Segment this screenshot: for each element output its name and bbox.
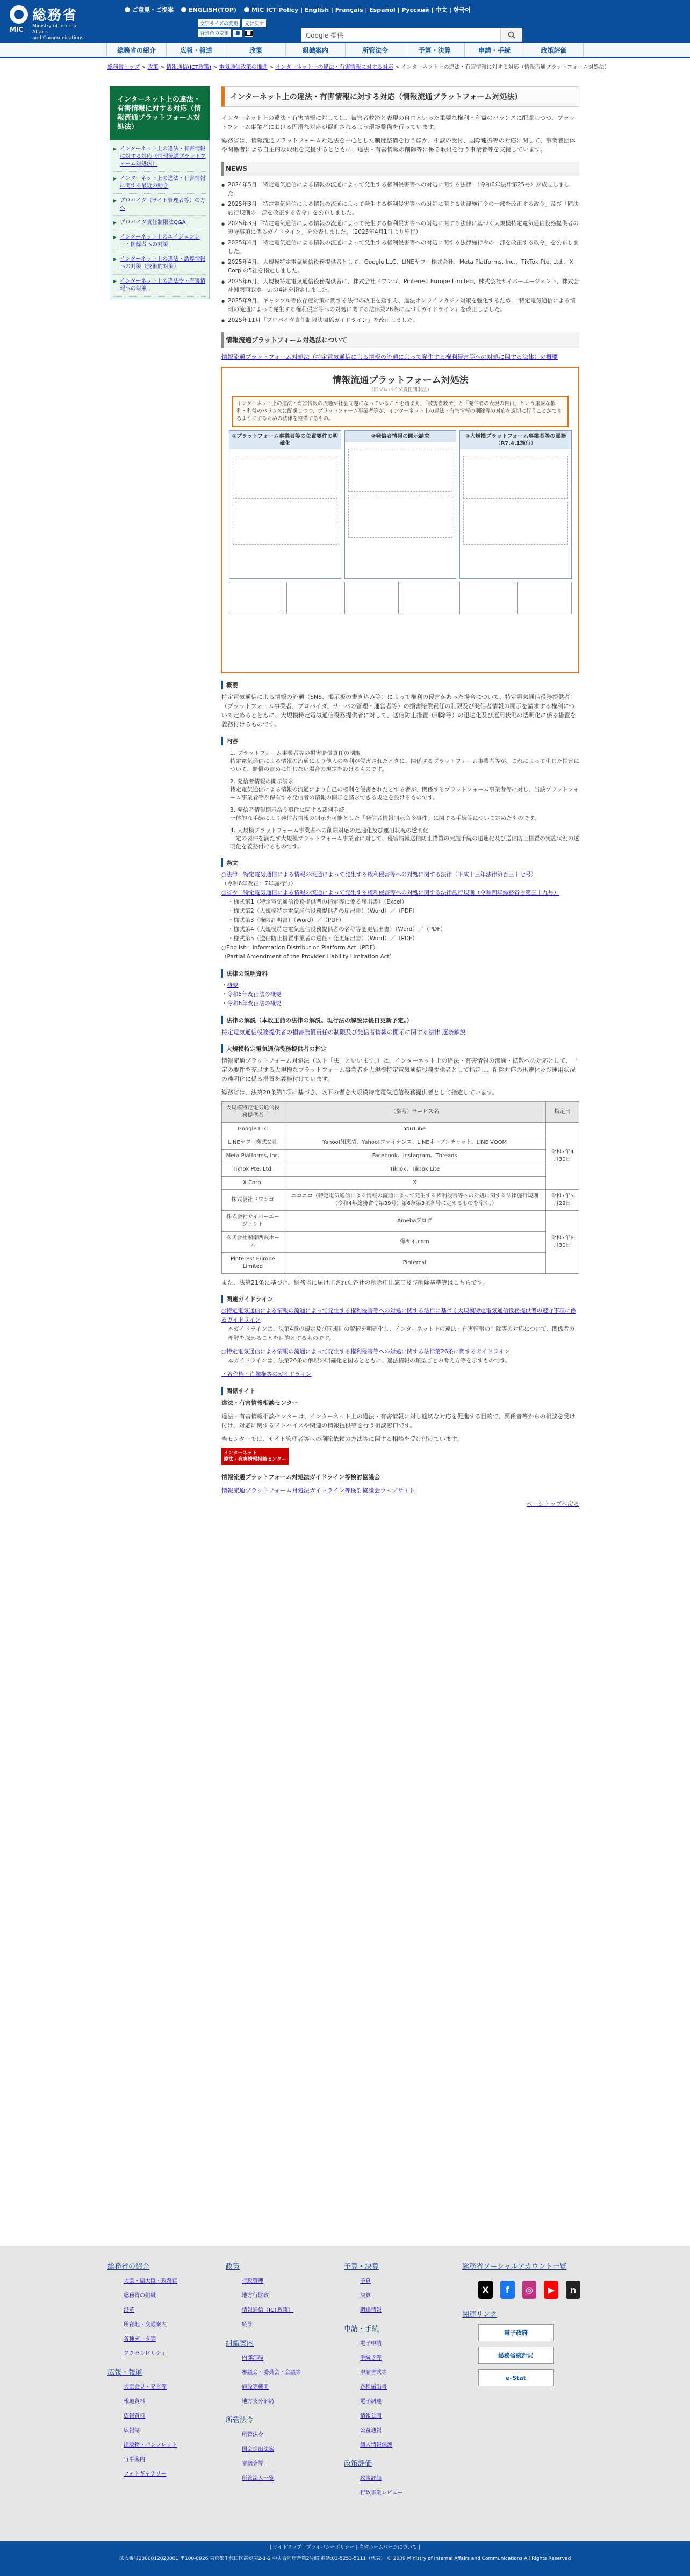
table-cell: LINEヤフー株式会社 [222, 1136, 284, 1150]
footer-link[interactable]: 調達情報 [360, 2307, 382, 2313]
logo-name: 総務省 [32, 8, 78, 24]
footer-link[interactable]: 政策評価 [360, 2476, 382, 2481]
breadcrumb: 総務省トップ > 政策 > 情報通信(ICT政策) > 電気通信政策の推進 > インターネット上の違法・有害情報に対する対応 > インターネット上の違法・有害情報に対する対応（情報流通プラットフォーム対処法） [107, 64, 610, 70]
table-cell: Amebaブログ [284, 1211, 545, 1232]
main-content [221, 86, 579, 1513]
footer-heading[interactable]: 広報・報道 [107, 2369, 143, 2377]
table-cell: X [284, 1177, 545, 1190]
table-row [222, 1253, 579, 1274]
footer-bar-links[interactable]: | サイトマップ | プライバシーポリシー | 当省ホームページについて | [270, 2545, 420, 2550]
footer-link[interactable]: 所在地・交通案内 [124, 2322, 167, 2328]
related-banner[interactable]: 電子政府 [478, 2324, 554, 2341]
sidebar-list [110, 140, 210, 299]
footer-link[interactable]: フォトギャラリー [124, 2471, 167, 2477]
footer-link[interactable]: 大臣会見・発言等 [124, 2384, 167, 2390]
bg-color-swatch-white[interactable]: ■ [233, 30, 242, 37]
table-row [222, 1190, 579, 1211]
table-header: 大規模特定電気通信役務提供者 [222, 1102, 284, 1123]
footer-link[interactable]: 手続き等 [360, 2355, 382, 2361]
site-footer [0, 2246, 690, 2576]
sidebar-item[interactable]: ▶ インターネット上の違法・有害情報に対する対応（情報流通プラットフォーム対処法） [113, 142, 206, 172]
table-cell: 令和7年6月30日 [545, 1211, 579, 1274]
content-item: 4. 大規模プラットフォーム事業者への削除対応の迅速化及び運用状況の透明化 一定の要件を満たす大規模プラットフォーム事業者に対して、侵害情報送信防止措置の実施手続の迅速化及び送信防止措置の実施状況の透明化を義務付けるものです。 [230, 827, 579, 850]
sidebar-item[interactable]: ▶ インターネット上のエイジェンシー・関係者への対策 [113, 230, 206, 252]
english-note: （Partial Amendment of the Provider Liability Limitation Act） [221, 954, 396, 960]
law-note: （令和6年改正：7年施行分） [221, 881, 297, 887]
figure-intro: インターネット上の違法・有害情報の流通が社会問題になっていることを踏まえ、「被害者救済」と「発信者の表現の自由」という重要な権利・利益のバランスに配慮しつつ、プラットフォーム事業者等が、インターネット上の違法・有害情報の削除等の対応を適切に行うことができるようにするための法律を整備するもの。 [232, 396, 569, 427]
related-banner[interactable]: e-Stat [478, 2369, 554, 2386]
form-link[interactable]: ・様式第5（送信防止措置事業者の選任・変更届出書）（Word）／（PDF） [228, 935, 418, 942]
crumb-item[interactable]: 情報通信(ICT政策) [166, 64, 212, 70]
page-title: インターネット上の違法・有害情報に対する対応（情報流通プラットフォーム対処法） [221, 86, 579, 107]
section-heading: 法律の説明資料 [221, 969, 579, 978]
footer-link[interactable]: 国会提出法案 [242, 2447, 274, 2452]
footer-link[interactable]: 地方行財政 [242, 2293, 269, 2299]
footer-heading[interactable]: 総務省ソーシャルアカウント一覧 [462, 2263, 567, 2271]
footer-link[interactable]: 行政事業レビュー [360, 2490, 403, 2496]
center-text: 当センターでは、サイト管理者等への削除依頼の方法等に関する相談を受け付けています。 [221, 1435, 463, 1442]
footer-link[interactable]: 所管法令 [242, 2432, 263, 2438]
site-header [0, 0, 690, 43]
guideline-text: 本ガイドラインは、法第4章の規定及び同規則の解釈を明確化し、インターネット上の違法・有害情報の削除等の対応について、関係者の理解を深めることを目的とするものです。 [228, 1326, 575, 1341]
section-heading: 概要 [221, 681, 579, 689]
doc-link[interactable]: 令和5年改正法の概要 [227, 991, 282, 998]
gnav-item-organization[interactable]: 組織案内 [285, 43, 345, 57]
figure-subtitle: （旧プロバイダ責任制限法） [369, 387, 432, 393]
footer-bar [0, 2541, 690, 2576]
crumb-item[interactable]: 総務省トップ [107, 64, 140, 70]
guideline-text: 本ガイドラインは、法第26条の解釈の明確化を図るとともに、違法情報の類型ごとの考え方等を示すものです。 [228, 1358, 511, 1364]
law-overview-figure [221, 367, 579, 673]
footer-link[interactable]: 広報資料 [124, 2413, 145, 2419]
center-banner[interactable]: インターネット 違法・有害情報相談センター [221, 1448, 289, 1465]
table-cell: 株式会社サイバーエージェント [222, 1211, 284, 1232]
footer-link[interactable]: 報道資料 [124, 2399, 145, 2405]
sidebar-item[interactable]: ▶ プロバイダ責任制限法Q&A [113, 216, 206, 230]
illustration [348, 449, 453, 492]
footer-link[interactable]: アクセシビリティ [124, 2351, 166, 2357]
footer-link[interactable]: 広報誌 [124, 2428, 140, 2434]
footer-link[interactable]: 内部部局 [242, 2355, 263, 2361]
english-link[interactable]: ○English：Information Distribution Platform Act（PDF） [221, 944, 379, 951]
news-item: ● 2025年3月「特定電気通信による情報の流通によって発生する権利侵害等への対処に関する法律に基づく大規模特定電気通信役務提供者の遵守事項に係るガイドライン」を公表しました。（2025年4月1日より施行） [221, 219, 579, 236]
figure-column-heading: ①プラットフォーム事業者等の免責要件の明確化 [229, 431, 341, 449]
note-icon[interactable]: n [566, 2281, 580, 2299]
guideline-link[interactable]: ・著作権・肖像権等のガイドライン [221, 1371, 312, 1377]
overview-heading: 情報流通プラットフォーム対処法について [221, 332, 579, 348]
figure-column-heading: ③大規模プラットフォーム事業者等の責務（R7.4.1施行） [460, 431, 571, 449]
gnav-item-procedures[interactable]: 申請・手続 [464, 43, 524, 57]
illustration [233, 502, 337, 545]
section-heading: 内容 [221, 737, 579, 745]
commentary-link[interactable]: 特定電気通信役務提供者の損害賠償責任の制限及び発信者情報の開示に関する法律 逐条解説 [221, 1029, 466, 1036]
content-item: 1. プラットフォーム事業者等の損害賠償責任の制限 特定電気通信による情報の流通により他人の権利が侵害されたときに、関係するプラットフォーム事業者等が、これによって生じた損害について、賠償の責めに任じない場合の規定を設けるものです。 [230, 750, 579, 773]
content-item: 3. 発信者情報開示命令事件に関する裁判手続 一体的な手続により発信者情報の開示を可能とした「発信者情報開示命令事件」に関する手続等について定めたものです。 [230, 807, 540, 821]
illustration [463, 456, 568, 499]
footer-heading[interactable]: 申請・手続 [344, 2325, 379, 2333]
crumb-current: インターネット上の違法・有害情報に対する対応（情報流通プラットフォーム対処法） [401, 64, 610, 70]
footer-link[interactable]: 各種データ等 [124, 2336, 156, 2342]
doc-link[interactable]: 令和6年改正法の概要 [227, 1000, 282, 1007]
related-banner[interactable]: 総務省統計局 [478, 2347, 554, 2364]
section-heading: 法律の解説（本改正前の法律の解説。現行法の解説は後日更新予定。） [221, 1016, 579, 1024]
table-row [222, 1232, 579, 1253]
content-list [221, 749, 579, 851]
footer-link[interactable]: 審議会等 [242, 2461, 263, 2467]
figure-column [459, 430, 572, 579]
figure-note-box [344, 582, 399, 614]
news-heading: NEWS [221, 162, 579, 176]
footer-link[interactable]: 統計 [242, 2322, 253, 2328]
council-title: 情報流通プラットフォーム対処法ガイドライン等検討協議会 [221, 1474, 380, 1481]
footer-link[interactable]: 施設等機関 [242, 2384, 269, 2390]
illustration [233, 456, 337, 499]
youtube-icon[interactable]: ▶ [544, 2281, 558, 2299]
logo-abbr: MIC [10, 26, 24, 33]
instagram-icon[interactable]: ◎ [522, 2281, 537, 2299]
mic-emblem-icon [10, 5, 28, 24]
x-icon[interactable]: X [478, 2281, 493, 2299]
gnav-item-laws[interactable]: 所管法令 [345, 43, 405, 57]
content-item: 2. 発信者情報の開示請求 特定電気通信による情報の流通により自己の権利を侵害されたとする者が、関係するプラットフォーム事業者等に対し、当該プラットフォーム事業者等が保有する発信者の情報の開示を請求できる規定を設けるものです。 [230, 778, 579, 801]
sidebar [110, 86, 210, 299]
figure-note-box [518, 582, 572, 614]
bullet-icon [181, 7, 186, 12]
section-heading: 大規模特定電気通信役務提供者の指定 [221, 1044, 579, 1053]
gnav-item-policy[interactable]: 政策 [226, 43, 285, 57]
table-row [222, 1150, 579, 1163]
table-cell: 爆サイ.com [284, 1232, 545, 1253]
footer-link[interactable]: 各種届出書 [360, 2384, 387, 2390]
table-row [222, 1123, 579, 1136]
center-title: 違法・有害情報相談センター [221, 1399, 298, 1406]
footer-link[interactable]: 大臣・副大臣・政務官 [124, 2278, 177, 2284]
sidebar-title: インターネット上の違法・有害情報に対する対応（情報流通プラットフォーム対処法） [110, 86, 210, 140]
form-link[interactable]: ・様式第1（特定電気通信役務提供者の指定等に係る届出書）（Excel） [228, 899, 407, 905]
law-link[interactable]: ○省令：特定電気通信による情報の流通によって発生する権利侵害等への対処に関する法律施行規則（令和四年総務省令第三十九号） [221, 890, 559, 896]
illustration [348, 495, 453, 538]
footer-link[interactable]: 所管法人一覧 [242, 2476, 274, 2481]
font-reset-button[interactable]: 元に戻す [242, 19, 266, 27]
table-cell: 令和7年4月30日 [545, 1123, 579, 1190]
table-note: また、法第21条に基づき、総務省に届け出された各社の削除申出窓口及び削除基準等はこちらです。 [221, 1279, 488, 1286]
social-icons [478, 2281, 580, 2299]
bg-color-swatch-black[interactable]: ■ [245, 30, 254, 37]
center-text: 違法・有害情報相談センターは、インターネット上の違法・有害情報に対し適切な対応を促進する目的で、関係者等からの相談を受け付け、対応に関するアドバイスや関連の情報提供等を行う相談窓口です。 [221, 1413, 576, 1429]
footer-heading[interactable]: 政策 [226, 2263, 240, 2271]
sidebar-item[interactable]: ▶ インターネット上の違法や・有害情報への対策 [113, 275, 206, 297]
figure-note-box [459, 582, 514, 614]
sidebar-item[interactable]: ▶ インターネット上の違法・誘導情報への対策（技術的対策） [113, 252, 206, 275]
section-text: 情報流通プラットフォーム対処法（以下「法」といいます。）は、インターネット上の違法・有害情報の流通・拡散への対応として、一定の要件を充足する大規模なプラットフォーム事業者を大規模特定電気通信役務提供者として指定し、削除対応の迅速化及び運用状況の透明化に係る措置を義務付けています。 [221, 1057, 578, 1083]
intro-paragraph: インターネット上の違法・有害情報に対しては、被害者救済と表現の自由といった重要な権利・利益のバランスに配慮しつつ、プラットフォーム事業者における円滑な対応が促進されるよう環境整備を行っています。 [221, 114, 576, 131]
footer-heading[interactable]: 総務省の紹介 [107, 2263, 150, 2271]
bg-color-label: 背景色の変更 [198, 29, 231, 37]
footer-heading[interactable]: 政策評価 [344, 2460, 372, 2468]
footer-link[interactable]: 総務省の組織 [124, 2293, 156, 2299]
intro-paragraph: 総務省は、情報流通プラットフォーム対処法を中心とした制度整備を行うほか、相談の受付、国際連携等の対応に関して、事業者団体や関係者による自主的な取組を支援するとともに、違法・有害情報の削除等に係る取組を行う事業者等を支援しています。 [221, 137, 576, 153]
footer-link[interactable]: 行政管理 [242, 2278, 263, 2284]
section-text: 総務省は、法第20条第1項に基づき、以下の者を大規模特定電気通信役務提供者として指定しています。 [221, 1089, 498, 1096]
sidebar-item[interactable]: ▶ インターネット上の違法・有害情報に関する最近の動き [113, 172, 206, 194]
doc-link[interactable]: 概要 [227, 982, 239, 988]
footer-link[interactable]: 予算 [360, 2278, 371, 2284]
section-heading: 条文 [221, 858, 579, 867]
footer-copyright: 法人番号2000012020001 〒100-8926 東京都千代田区霞が関2-1-2 中央合同庁舎第2号館 電話:03-5253-5111（代表） © 2009 Ministry of Internal Affairs and Communications All Rights Reserved [119, 2556, 571, 2561]
table-cell: YouTube [284, 1123, 545, 1136]
council-link[interactable]: 情報流通プラットフォーム対処法ガイドライン等検討協議会ウェブサイト [221, 1487, 415, 1494]
table-cell: ニコニコ（特定電気通信による情報の流通によって発生する権利侵害等への対処に関する法律施行規則（令和4年総務省令第39号）第6条第3項各号に定めるものを除く。） [284, 1190, 545, 1211]
table-cell: 株式会社湘南西武ホーム [222, 1232, 284, 1253]
guideline-link[interactable]: ○特定電気通信による情報の流通によって発生する権利侵害等への対処に関する法律に基づく大規模特定電気通信役務提供者の遵守事項に係るガイドライン [221, 1308, 577, 1323]
news-item: ● 2025年11月「プロバイダ責任制限法関係ガイドライン」を改正しました。 [221, 316, 579, 324]
gnav-item-evaluation[interactable]: 政策評価 [524, 43, 584, 57]
global-nav [0, 43, 690, 58]
logo-english: Ministry of Internal Affairs and Communications [32, 24, 84, 41]
table-cell: TikTok Pte. Ltd. [222, 1163, 284, 1177]
pagetop-link[interactable]: ページトップへ戻る [526, 1500, 579, 1507]
table-row [222, 1211, 579, 1232]
search-button[interactable] [500, 28, 522, 41]
table-row [222, 1163, 579, 1177]
footer-heading: 関連リンク [462, 2311, 497, 2319]
footer-heading[interactable]: 組織案内 [226, 2340, 254, 2348]
site-logo[interactable] [10, 4, 90, 39]
designated-providers-table [221, 1101, 579, 1274]
figure-column-heading: ②発信者情報の開示請求 [345, 431, 456, 442]
crumb-item[interactable]: 電気通信政策の推進 [219, 64, 268, 70]
section-heading: 関係サイト [221, 1387, 579, 1395]
footer-heading[interactable]: 所管法令 [226, 2416, 254, 2425]
news-item: ● 2025年6月、大規模特定電気通信役務提供者に、株式会社ドワンゴ、Pinterest Europe Limited、株式会社サイバーエージェント、株式会社湘南西武ホームの4社を指定しました。 [221, 277, 579, 294]
table-cell: Pinterest Europe Limited [222, 1253, 284, 1274]
footer-link[interactable]: 審議会・委員会・会議等 [242, 2370, 301, 2376]
figure-note-box [229, 582, 283, 614]
figure-title: 情報流通プラットフォーム対処法 [332, 375, 469, 386]
news-item: ● 2025年4月「特定電気通信による情報の流通によって発生する権利侵害等への対処に関する法律施行令の一部を改正する政令」を公布しました。 [221, 239, 579, 256]
footer-link[interactable]: 情報公開 [360, 2413, 382, 2419]
crumb-item[interactable]: 政策 [147, 64, 159, 70]
crumb-item[interactable]: インターネット上の違法・有害情報に対する対応 [275, 64, 393, 70]
gnav-item-pr[interactable]: 広報・報道 [166, 43, 226, 57]
table-cell: 株式会社ドワンゴ [222, 1190, 284, 1211]
form-link[interactable]: ・様式第3（権限証明書）（Word）／（PDF） [228, 917, 344, 923]
news-item: ● 2025年3月「特定電気通信による情報の流通によって発生する権利侵害等への対処に関する法律施行令の一部を改正する政令」及び「同法施行規則の一部を改正する省令」を公布しました。 [221, 200, 579, 217]
footer-link[interactable]: 出版物・パンフレット [124, 2442, 177, 2448]
news-item: ● 2024年5月「特定電気通信による情報の流通によって発生する権利侵害等への対処に関する法律」（令和6年法律第25号）が成立しました。 [221, 181, 579, 198]
footer-link[interactable]: 公益通報 [360, 2428, 382, 2434]
bullet-icon [125, 7, 130, 12]
law-links [221, 870, 579, 962]
law-link[interactable]: ○法律：特定電気通信による情報の流通によって発生する権利侵害等への対処に関する法律（平成十三年法律第百三十七号） [221, 871, 537, 878]
footer-link[interactable]: 行事案内 [124, 2457, 145, 2463]
footer-link[interactable]: 個人情報保護 [360, 2442, 392, 2448]
facebook-icon[interactable]: f [500, 2281, 515, 2299]
table-cell: Yahoo!知恵袋、Yahoo!ファイナンス、LINEオープンチャット、LINE VOOM [284, 1136, 545, 1150]
gnav-item-budget[interactable]: 予算・決算 [405, 43, 464, 57]
news-list [221, 181, 579, 324]
overview-link[interactable]: 情報流通プラットフォーム対処法（特定電気通信による情報の流通によって発生する権利侵害等への対処に関する法律）の概要 [221, 353, 558, 360]
table-header: （参考）サービス名 [284, 1102, 545, 1123]
figure-note-box [286, 582, 341, 614]
form-link[interactable]: ・様式第2（大規模特定電気通信役務提供者の届出書）（Word）／（PDF） [228, 908, 418, 914]
illustration [463, 502, 568, 545]
footer-link[interactable]: 沿革 [124, 2307, 134, 2313]
table-cell: 令和7年5月29日 [545, 1190, 579, 1211]
news-item: ● 2025年9月、ギャンブル等依存症対策に関する法律の改正を踏まえ、違法オンラインカジノ対策を強化するため、「特定電気通信による情報の流通によって発生する権利侵害等への対処に関する法律第26条に基づくガイドライン」を改正しました。 [221, 297, 579, 314]
table-cell: Google LLC [222, 1123, 284, 1136]
font-size-label: 文字サイズの変更 [198, 19, 240, 27]
search-box [301, 28, 522, 42]
header-links [125, 5, 471, 14]
header-link-opinion[interactable]: ご意見・ご提案 [125, 5, 174, 14]
accessibility-tools [198, 19, 266, 37]
table-cell: Facebook、Instagram、Threads [284, 1150, 545, 1163]
section-heading: 関連ガイドライン [221, 1295, 579, 1303]
section-text: 特定電気通信による情報の流通（SNS、掲示板の書き込み等）によって権利の侵害があった場合について、特定電気通信役務提供者（プラットフォーム事業者、プロバイダ、サーバの管理・運営者等）の損害賠償責任の制限及び発信者情報の開示を請求する権利について定めるとともに、大規模特定電気通信役務提供者に対して、送信防止措置（削除等）の迅速化及び運用状況の透明化に係る措置を義務付けるものです。 [221, 694, 576, 728]
news-item: ● 2025年4月、大規模特定電気通信役務提供者として、Google LLC、LINEヤフー株式会社、Meta Platforms, Inc.、TikTok Pte. Ltd.、X Corp.の5社を指定しました。 [221, 258, 579, 275]
table-row [222, 1177, 579, 1190]
footer-link[interactable]: 申請書式等 [360, 2370, 387, 2376]
figure-note-box [402, 582, 456, 614]
footer-link[interactable]: 電子調達 [360, 2399, 382, 2405]
bullet-icon [244, 7, 249, 12]
guideline-link[interactable]: ○特定電気通信による情報の流通によって発生する権利侵害等への対処に関する法律第26条に関するガイドライン [221, 1348, 510, 1355]
form-link[interactable]: ・様式第4（大規模特定電気通信役務提供者の名称等変更届出書）（Word）／（PDF） [228, 926, 446, 933]
figure-column [344, 430, 457, 579]
footer-link[interactable]: 電子申請 [360, 2341, 382, 2347]
footer-heading[interactable]: 予算・決算 [344, 2263, 379, 2271]
header-link-english[interactable]: ENGLISH(TOP) [181, 5, 236, 14]
table-cell: Meta Platforms, Inc. [222, 1150, 284, 1163]
table-cell: X Corp. [222, 1177, 284, 1190]
guideline-links [221, 1307, 579, 1379]
search-icon [508, 31, 515, 39]
table-cell: TikTok、TikTok Lite [284, 1163, 545, 1177]
footer-link[interactable]: 地方支分部局 [242, 2399, 274, 2405]
table-cell: Pinterest [284, 1253, 545, 1274]
gnav-item-about[interactable]: 総務省の紹介 [106, 43, 166, 57]
doc-links: ・概要 ・令和5年改正法の概要 ・令和6年改正法の概要 [221, 982, 282, 1007]
footer-link[interactable]: 決算 [360, 2293, 371, 2299]
search-input[interactable]: Google 提供 [306, 31, 344, 39]
table-header: 指定日 [545, 1102, 579, 1123]
table-row [222, 1136, 579, 1150]
figure-column [229, 430, 341, 579]
sidebar-item[interactable]: ▶ プロバイダ（サイト管理者等）の方へ [113, 194, 206, 216]
header-link-ict[interactable]: MIC ICT Policy | English | Français | Español | Русский | 中文 | 한국어 [244, 5, 471, 14]
footer-link[interactable]: 情報通信（ICT政策） [242, 2307, 294, 2313]
